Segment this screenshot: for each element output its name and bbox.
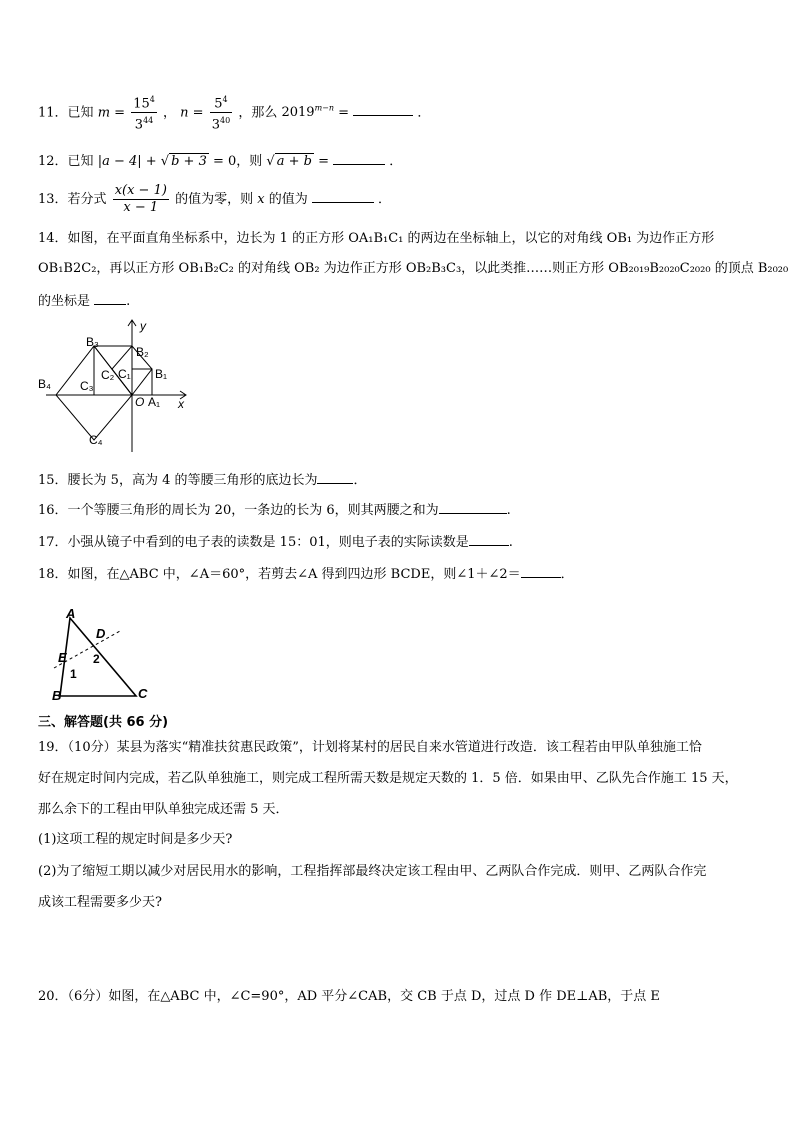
question-19-line2: 好在规定时间内完成，若乙队单独施工，则完成工程所需天数是规定天数的 1．5 倍．如果由甲、乙队先合作施工 15 天， bbox=[38, 771, 738, 786]
q11-answer-blank[interactable] bbox=[353, 101, 413, 116]
fig18-angle-1: 1 bbox=[70, 667, 77, 681]
q11-eq3: = bbox=[338, 105, 350, 121]
question-14-line1: 14．如图，在平面直角坐标系中，边长为 1 的正方形 OA₁B₁C₁ 的两边在坐标轴上，以它的对角线 OB₁ 为边作正方形 bbox=[38, 231, 715, 246]
section-3-heading: 三、解答题(共 66 分) bbox=[38, 715, 169, 730]
question-19-line3: 那么余下的工程由甲队单独完成还需 5 天． bbox=[38, 802, 289, 817]
fig14-label-b2: B₂ bbox=[136, 345, 149, 359]
question-20: 20．（6分）如图，在△ABC 中，∠C=90°，AD 平分∠CAB，交 CB 于点 D，过点 D 作 DE⊥AB，于点 E bbox=[38, 989, 660, 1004]
q12-sqrt1: √ b + 3 bbox=[160, 154, 207, 169]
fig18-label-a: A bbox=[66, 606, 76, 621]
q12-prefix: 12．已知 bbox=[38, 154, 94, 169]
question-19-sub2-line1: (2)为了缩短工期以减少对居民用水的影响，工程指挥部最终决定该工程由甲、乙两队合作完成．则甲、乙两队合作完 bbox=[38, 864, 707, 879]
fig18-angle-2: 2 bbox=[93, 652, 100, 666]
fig14-label-b3: B₃ bbox=[86, 335, 99, 349]
figure-18-triangle bbox=[50, 606, 160, 704]
fig18-label-d: D bbox=[96, 626, 106, 641]
figure-14-squares bbox=[36, 318, 196, 454]
question-15: 15．腰长为 5，高为 4 的等腰三角形的底边长为 ． bbox=[38, 469, 367, 490]
q13-mid: 的值为零，则 bbox=[175, 192, 254, 207]
question-19-line1: 19．（10分）某县为落实“精准扶贫惠民政策”，计划将某村的居民自来水管道进行改造．该工程若由甲队单独施工恰 bbox=[38, 740, 702, 755]
q11-tail: ． bbox=[417, 105, 431, 121]
fig14-label-o: O bbox=[135, 395, 145, 409]
q11-var-n: n bbox=[180, 105, 189, 121]
q11-eq2: = bbox=[192, 105, 204, 121]
fig14-label-y: y bbox=[140, 319, 146, 333]
q11-var-m: m bbox=[97, 105, 111, 121]
question-13 bbox=[38, 183, 391, 216]
question-17: 17．小强从镜子中看到的电子表的读数是 15：01，则电子表的实际读数是 . bbox=[38, 531, 513, 552]
fig14-label-c1: C₁ bbox=[118, 367, 131, 381]
question-14-line2: OB₁B2C₂，再以正方形 OB₁B₂C₂ 的对角线 OB₂ 为边作正方形 OB₂B₃C₃，以此类推……则正方形 OB₂₀₁₉B₂₀₂₀C₂₀₂₀ 的顶点 B₂₀₂₀ bbox=[38, 261, 789, 276]
question-18: 18．如图，在△ABC 中，∠A＝60°，若剪去∠A 得到四边形 BCDE，则∠1＋∠2＝ ． bbox=[38, 563, 574, 584]
q12-answer-blank[interactable] bbox=[333, 150, 385, 165]
fig18-label-c: C bbox=[138, 686, 148, 701]
q16-answer-blank[interactable] bbox=[439, 499, 507, 514]
q11-text2: ，那么 bbox=[238, 105, 278, 121]
q11-prefix: 11．已知 bbox=[38, 105, 94, 121]
q12-abs: |a − 4| + bbox=[97, 154, 157, 169]
fig14-label-c2: C₂ bbox=[101, 368, 115, 382]
q13-tail: ． bbox=[378, 192, 392, 207]
q12-tail: ． bbox=[389, 154, 403, 169]
question-11 bbox=[38, 92, 430, 134]
question-19-sub2-line2: 成该工程需要多少天? bbox=[38, 895, 162, 910]
q12-sqrt2: √ a + b bbox=[266, 154, 312, 169]
fig18-label-e: E bbox=[58, 650, 67, 665]
q11-power: $2019^{m-n}$ bbox=[281, 104, 335, 121]
question-19-sub1: (1)这项工程的规定时间是多少天? bbox=[38, 832, 233, 847]
q13-var-x: x bbox=[257, 192, 265, 207]
q13-fraction: $\frac{x(x - 1)}{x - 1}$ bbox=[114, 183, 167, 215]
fig14-label-b4: B₄ bbox=[38, 377, 51, 391]
q13-prefix: 13．若分式 bbox=[38, 192, 107, 207]
q11-sep: ， bbox=[162, 105, 176, 121]
fig14-label-b1: B₁ bbox=[155, 367, 168, 381]
fig18-label-b: B bbox=[52, 688, 62, 703]
q13-mid2: 的值为 bbox=[268, 192, 308, 207]
fig14-label-c3: C₃ bbox=[80, 379, 94, 393]
q17-answer-blank[interactable] bbox=[469, 531, 509, 546]
question-16: 16．一个等腰三角形的周长为 20，一条边的长为 6，则其两腰之和为 . bbox=[38, 499, 511, 520]
question-12: 12．已知 |a − 4| + √ b + 3 = 0，则 √ a + b = ． bbox=[38, 150, 402, 171]
fig14-label-a1: A₁ bbox=[148, 395, 161, 409]
question-14-line3: 的坐标是 . bbox=[38, 290, 130, 311]
fig14-label-x: x bbox=[178, 397, 184, 411]
q11-eq1: = bbox=[114, 105, 126, 121]
q14-answer-blank[interactable] bbox=[94, 290, 126, 305]
q11-m-fraction: $\frac{15^4}{3^{44}}$ bbox=[131, 92, 157, 134]
q18-answer-blank[interactable] bbox=[521, 563, 561, 578]
q13-answer-blank[interactable] bbox=[312, 188, 374, 203]
q15-answer-blank[interactable] bbox=[317, 469, 353, 484]
q11-n-fraction: $\frac{5^4}{3^{40}}$ bbox=[210, 92, 232, 134]
q12-mid: = 0，则 bbox=[212, 154, 263, 169]
fig14-label-c4: C₄ bbox=[89, 433, 103, 447]
